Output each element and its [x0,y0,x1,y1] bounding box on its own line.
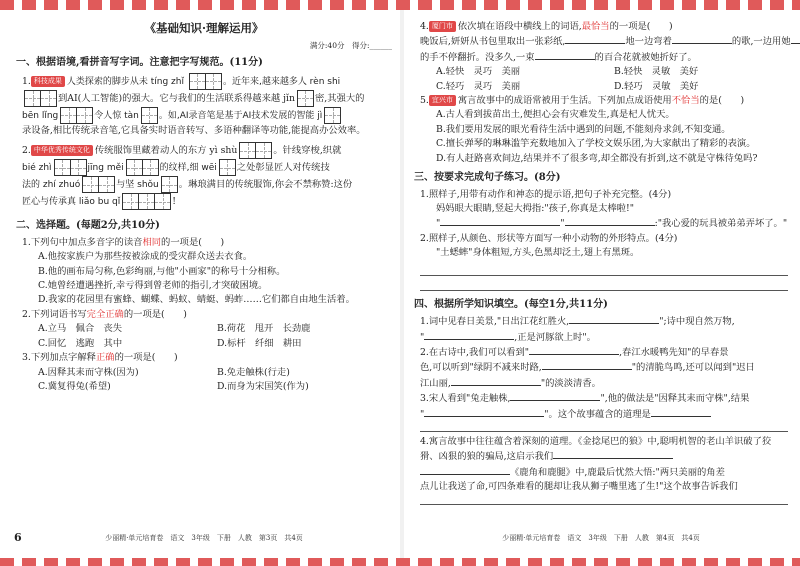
fill-q4-line-2: 猾、凶狠的狼的骗局,这启示我们 [420,449,792,464]
q2-line-4: 匠心与传承真 liǎo bu qǐ ! [22,193,396,210]
mc-q4-text-2: 的手不停翻折。没多久,一束 的百合花就被她折好了。 [420,51,697,63]
writing-line[interactable] [420,495,788,505]
mc-q3-option-d[interactable]: D.而身为宋国笑(作为) [217,380,309,392]
q2-line-2: bié zhì jīng měi 的纹样,细 wēi 之处彰显匠人对传统技 [22,159,396,176]
mc-q3: 3.下列加点字解释正确的一项是( ) [22,352,178,364]
fill-q4-line-4: 点儿让我送了命,可四条难看的腿却让我从狮子嘴里逃了生!"这个故事告诉我们 [420,481,738,493]
fill-q4-line-1: 4.寓言故事中往往蕴含着深刻的道理。《金捻尾巴的狼》中,聪明机智的老山羊识破了狡 [420,435,772,447]
fill-q2-line-2: 色,可以听到"绿阴不减来时路, "的清脆鸟鸣,还可以闻到"迟日 [420,362,755,374]
mc-q2-options-row-2 [38,337,396,351]
mc-q4-option-b[interactable]: B.轻快 灵敏 美好 [614,66,699,78]
q2-line-3: 法的 zhí zhuó 与坚 shǒu 。琳琅满目的传统服饰,你会不禁称赞:这份 [22,176,396,193]
mc-q3-option-b[interactable]: B.免走触株(行走) [217,366,290,378]
mc-q1-option-d[interactable]: D.我家的花园里有蜜蜂、蝴蝶、蚂蚁、蜻蜓、蚂蚱……它们都自由地生活着。 [38,294,355,306]
q2-line-1: 2. 中华优秀传统文化 传统服饰里藏着动人的东方 yì shù 。针线穿梭,织就 [22,142,396,159]
mc-q4-option-d[interactable]: D.轻巧 灵敏 美好 [614,80,699,92]
mc-q4-options-row-1 [436,65,792,79]
page-gutter [400,10,404,558]
mc-q2-option-c[interactable]: C.回忆 逃跑 其中 [38,337,123,349]
mc-q2-option-b[interactable]: B.荷花 甩开 长劲鹿 [217,323,311,335]
rewrite-q2: 2.照样子,从颜色、形状等方面写一种小动物的外形特点。(4分) [420,232,678,244]
rewrite-q1-example: 妈妈眼大眼睛,竖起大拇指:"孩子,你真是太棒啦!" [436,202,634,214]
page-title: 《基础知识·理解运用》 [144,21,264,35]
answer-boxes[interactable] [60,107,92,124]
answer-boxes[interactable] [161,176,177,193]
rewrite-q1-answer: " " :"我心爱的玩具被弟弟弄坏了。" [436,218,788,230]
fill-blank[interactable] [440,216,560,226]
mc-q1: 1.下列句中加点多音字的读音相同的一项是( ) [22,236,225,248]
answer-boxes[interactable] [141,107,157,124]
rewrite-q2-example: "土蟋蟀"身体粗短,方头,色黑却泛土,翅上有黑斑。 [436,247,640,259]
mc-q2-options-row-1 [38,322,396,336]
fill-q2-line-3: 江山丽, "的淡淡清香。 [420,377,601,389]
q1-line-3: bēn lǐng 令人惊 tàn 。如,AI录音笔是基于AI技术发展的智能 jì [22,107,396,124]
answer-boxes[interactable] [24,90,56,107]
section-3-heading: 三、按要求完成句子练习。(8分) [414,172,561,184]
q4-tag: 厦门市 [429,21,456,32]
mc-q4-option-c[interactable]: C.轻巧 灵巧 美丽 [436,80,521,92]
fill-blank[interactable] [424,330,514,340]
mc-q2-option-d[interactable]: D.标杆 纤细 耕田 [217,337,302,349]
q2-tag: 中华优秀传统文化 [31,145,93,156]
answer-boxes[interactable] [82,176,114,193]
page-footer: 少丽精·单元培育卷 语文 3年级 下册 人教 第4页 共4页 [502,534,700,543]
fill-blank[interactable] [420,465,510,475]
writing-line[interactable] [420,276,788,291]
fill-blank[interactable] [535,50,595,60]
mc-q3-options-row-1 [38,366,396,380]
section-1-heading: 一、根据语境,看拼音写字词。注意把字写规范。(11分) [16,57,263,69]
mc-q2-option-a[interactable]: A.立马 佩合 丧失 [38,323,123,335]
fill-blank[interactable] [529,345,619,355]
mc-q1-option-c[interactable]: C.她曾经遭遇挫折,幸亏得到曾老师的指引,才突破困境。 [38,280,268,292]
fill-blank[interactable] [569,314,659,324]
fill-blank[interactable] [424,407,544,417]
mc-q4-option-a[interactable]: A.轻快 灵巧 美丽 [436,66,521,78]
answer-boxes[interactable] [297,90,313,107]
rewrite-q1: 1.照样子,用带有动作和神态的提示语,把句子补充完整。(4分) [420,188,672,200]
fill-blank[interactable] [510,391,600,401]
q1-line-2: 到AI(人工智能)的强大。它与我们的生活联系得越来越 jǐn 密,其强大的 [22,90,396,107]
mc-q3-option-c[interactable]: C.冀复得兔(希望) [38,380,111,392]
mc-q5: 5. 宜兴市 寓言故事中的成语常被用于生活。下列加点成语使用不恰当的是( ) [420,95,745,107]
fill-blank[interactable] [651,407,711,417]
answer-boxes[interactable] [122,193,170,210]
mc-q5-option-d[interactable]: D.有人赶路喜欢间边,结果并不了很多弯,却全都没有折到,这不就是守株待兔吗? [436,152,758,164]
answer-boxes[interactable] [126,159,158,176]
page-number: 6 [14,530,22,544]
right-page [410,14,792,543]
mc-q3-options-row-2 [38,380,396,394]
answer-boxes[interactable] [189,73,221,90]
mc-q4-options-row-2 [436,80,792,94]
mc-q1-option-b[interactable]: B.他的画布局匀称,色彩绚丽,与他"小画家"的称号十分相称。 [38,265,286,277]
fill-blank[interactable] [565,216,655,226]
decorative-border-top [0,0,800,10]
fill-blank[interactable] [451,376,541,386]
mc-q5-option-a[interactable]: A.古人看到拔苗出土,便担心会有灾难发生,真是杞人忧天。 [436,109,675,121]
q1-line-4: 录设备,相比传统录音笔,它具备实时语音转写、多语种翻译等功能,能提高办公效率。 [22,124,366,136]
fill-q4-line-3: 《鹿角和鹿腿》中,鹿最后忧然大悟:"两只美丽的角差 [420,465,792,480]
fill-blank[interactable] [672,34,732,44]
section-4-heading: 四、根据所学知识填空。(每空1分,共11分) [414,298,608,310]
mc-q4: 4. 厦门市 依次填在语段中横线上的词语,最恰当的一项是( ) [420,21,673,32]
page-footer: 少丽精·单元培育卷 语文 3年级 下册 人教 第3页 共4页 [105,534,303,543]
fill-blank[interactable] [791,34,800,44]
fill-blank[interactable] [565,34,625,44]
mc-q4-text-1: 晚饭后,妍妍从书包里取出一张彩纸, 地一边弯着 的歌,一边用她 [420,34,792,49]
answer-boxes[interactable] [324,107,340,124]
mc-q3-option-a[interactable]: A.因释其耒而守株(因为) [38,366,139,378]
fill-q3-line-2: " "。这个故事蕴含的道理是 [420,407,792,422]
answer-boxes[interactable] [219,159,235,176]
fill-blank[interactable] [542,360,632,370]
fill-q3-line-1: 3.宋人看到"兔走触株, ",他的做法是"因释其耒而守株",结果 [420,393,750,405]
mc-q2: 2.下列词语书写完全正确的一项是( ) [22,308,187,320]
q5-tag: 宜兴市 [429,95,456,106]
writing-line[interactable] [420,261,788,276]
fill-blank[interactable] [553,449,673,459]
mc-q5-option-b[interactable]: B.我们要用发展的眼光看待生活中遇到的问题,不能刻舟求剑,不知变通。 [436,123,731,135]
q1-tag: 科技成果 [31,76,65,87]
q1-line-1: 1. 科技成果 人类探索的脚步从未 tíng zhǐ 。近年来,越来越多人 rèn shi [22,73,396,90]
score-line: 满分:40分 得分:______ [309,40,392,50]
answer-boxes[interactable] [54,159,86,176]
section-2-heading: 二、选择题。(每题2分,共10分) [16,220,160,232]
writing-line[interactable] [420,422,788,432]
answer-boxes[interactable] [239,142,271,159]
decorative-border-bottom [0,558,800,566]
left-page [12,14,396,544]
mc-q5-option-c[interactable]: C.擅长弹琴的琳琳滥竽充数地加入了学校文娱乐团,为大家献出了精彩的表演。 [436,138,756,150]
mc-q1-option-a[interactable]: A.他按家族户为那些按被涂成的受灾群众送去衣食。 [38,251,253,263]
fill-q1-line-1: 1.词中见春日美景,"日出江花红胜火, ";诗中现自然万物, [420,316,735,328]
fill-q2-line-1: 2.在古诗中,我们可以看到" ,春江水暖鸭先知"的早春景 [420,346,729,358]
fill-q1-line-2: " ,正是河豚欲上时"。 [420,331,596,343]
